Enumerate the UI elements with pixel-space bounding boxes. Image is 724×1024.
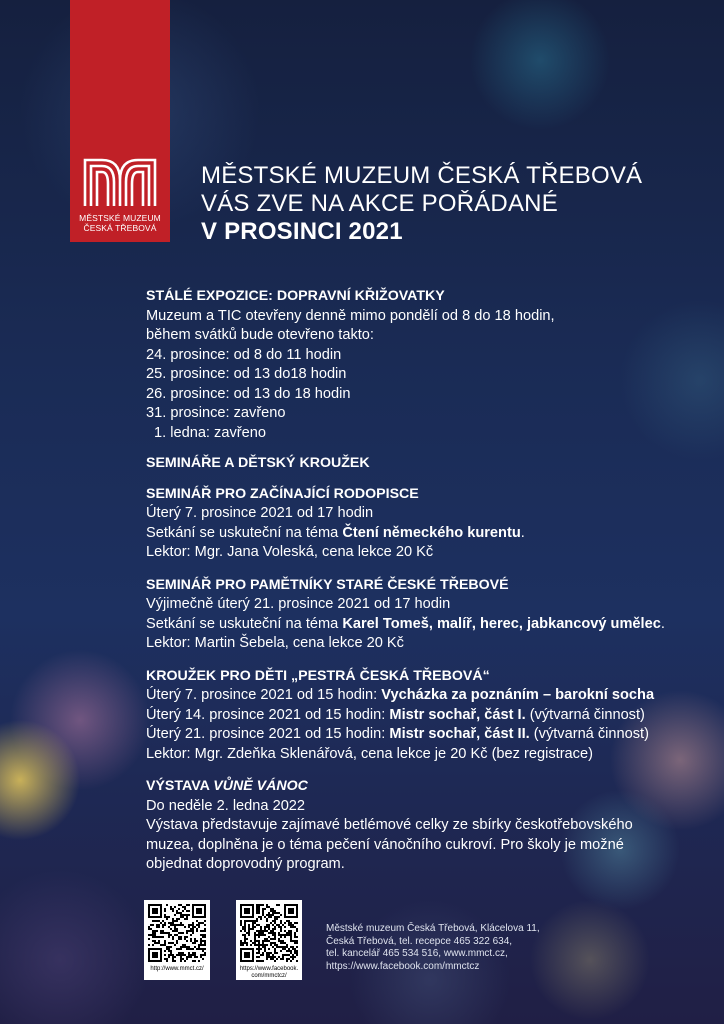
section-seminars-title: SEMINÁŘE A DĚTSKÝ KROUŽEK [146,455,370,471]
qr-caption-line1: https://www.facebook. [239,966,299,972]
section-title: KROUŽEK PRO DĚTI „PESTRÁ ČESKÁ TŘEBOVÁ“ [146,667,490,684]
section-seminar-memories [146,576,666,654]
event-topic-suffix: . [520,524,525,541]
holiday-hours-item: 25. prosince: od 13 do18 hodin [146,366,347,382]
holiday-hours-item: 31. prosince: zavřeno [146,405,286,421]
holiday-hours-item: 26. prosince: od 13 do 18 hodin [146,385,351,402]
logo-text-line1: MĚSTSKÉ MUZEUM [79,213,161,223]
exhibition-title-prefix: VÝSTAVA [146,778,214,794]
footer-line: Městské muzeum Česká Třebová, Klácelova 11, [326,923,540,934]
section-title [146,777,666,797]
qr-code-icon [240,904,298,962]
museum-logo [70,0,170,242]
section-kids-club [146,667,666,765]
event-topic-prefix: Setkání se uskuteční na téma [146,524,343,541]
event-lecturer: Lektor: Martin Šebela, cena lekce 20 Kč [146,635,404,651]
kids-event-item [146,686,666,706]
section-permanent-exhibition [146,287,666,443]
headline-line1: MĚSTSKÉ MUZEUM ČESKÁ TŘEBOVÁ [201,162,643,189]
qr-code-website[interactable] [144,900,210,980]
section-title: STÁLÉ EXPOZICE: DOPRAVNÍ KŘIŽOVATKY [146,288,445,304]
kids-event-item [146,706,666,726]
kids-event-title: Mistr sochař, část I. [389,706,526,723]
headline-line3: V PROSINCI 2021 [201,218,403,245]
event-topic [146,524,666,544]
holiday-hours-item: 1. ledna: zavřeno [154,424,266,441]
event-topic [146,615,666,635]
qr-code-facebook[interactable] [236,900,302,980]
footer-line: https://www.facebook.com/mmctcz [326,960,480,972]
museum-logo-mark-icon [82,152,158,208]
event-date: Úterý 7. prosince 2021 od 17 hodin [146,505,374,521]
exhibition-date: Do neděle 2. ledna 2022 [146,797,306,814]
footer-line: tel. kancelář 465 534 516, www.mmct.cz, [326,948,508,959]
kids-event-title: Vycházka za poznáním – barokní socha [381,687,655,703]
exhibition-description: muzea, doplněna je o téma pečení vánočního cukroví. Pro školy je možné [146,836,624,853]
kids-event-date: Úterý 21. prosince 2021 od 15 hodin: [146,726,390,742]
qr-caption-line2: com/mmctcz/ [251,972,287,979]
kids-event-item [146,725,666,745]
kids-event-date: Úterý 14. prosince 2021 od 15 hodin: [146,706,390,723]
logo-text-line2: ČESKÁ TŘEBOVÁ [83,223,157,233]
exhibition-description: Výstava představuje zajímavé betlémové celky ze sbírky českotřebovského [146,817,633,833]
exhibition-description: objednat doprovodný program. [146,856,345,872]
footer-line: Česká Třebová, tel. recepce 465 322 634, [326,935,513,947]
event-topic-title: Karel Tomeš, malíř, herec, jabkancový umělec [342,615,661,632]
logo-text [70,213,170,233]
section-title: SEMINÁŘ PRO PAMĚTNÍKY STARÉ ČESKÉ TŘEBOVÉ [146,576,509,593]
qr-caption [236,966,302,979]
headline-line2: VÁS ZVE NA AKCE POŘÁDANÉ [201,190,558,217]
event-topic-prefix: Setkání se uskuteční na téma [146,615,343,632]
event-listing [146,287,666,875]
event-topic-title: Čtení německého kurentu [342,524,521,541]
section-title: SEMINÁŘ PRO ZAČÍNAJÍCÍ RODOPISCE [146,485,419,502]
section-seminar-genealogy [146,485,666,563]
opening-hours-text: Muzeum a TIC otevřeny denně mimo pondělí od 8 do 18 hodin, [146,307,555,324]
page-headline [201,162,642,246]
kids-event-title: Mistr sochař, část II. [389,726,530,742]
qr-caption: http://www.mmct.cz/ [150,966,204,972]
holiday-intro-text: během svátků bude otevřeno takto: [146,327,374,343]
kids-event-note: (výtvarná činnost) [529,726,649,742]
kids-event-date: Úterý 7. prosince 2021 od 15 hodin: [146,687,382,703]
section-exhibition [146,777,666,875]
event-topic-suffix: . [660,615,665,632]
event-date: Výjimečně úterý 21. prosince 2021 od 17 hodin [146,596,451,612]
event-lecturer: Lektor: Mgr. Jana Voleská, cena lekce 20 Kč [146,544,434,560]
event-lecturer: Lektor: Mgr. Zdeňka Sklenářová, cena lekce je 20 Kč (bez registrace) [146,745,593,762]
kids-event-note: (výtvarná činnost) [525,706,645,723]
qr-code-icon [148,904,206,962]
holiday-hours-item: 24. prosince: od 8 do 11 hodin [146,346,342,363]
exhibition-title-name: VŮNĚ VÁNOC [213,778,308,794]
contact-footer [326,923,540,973]
